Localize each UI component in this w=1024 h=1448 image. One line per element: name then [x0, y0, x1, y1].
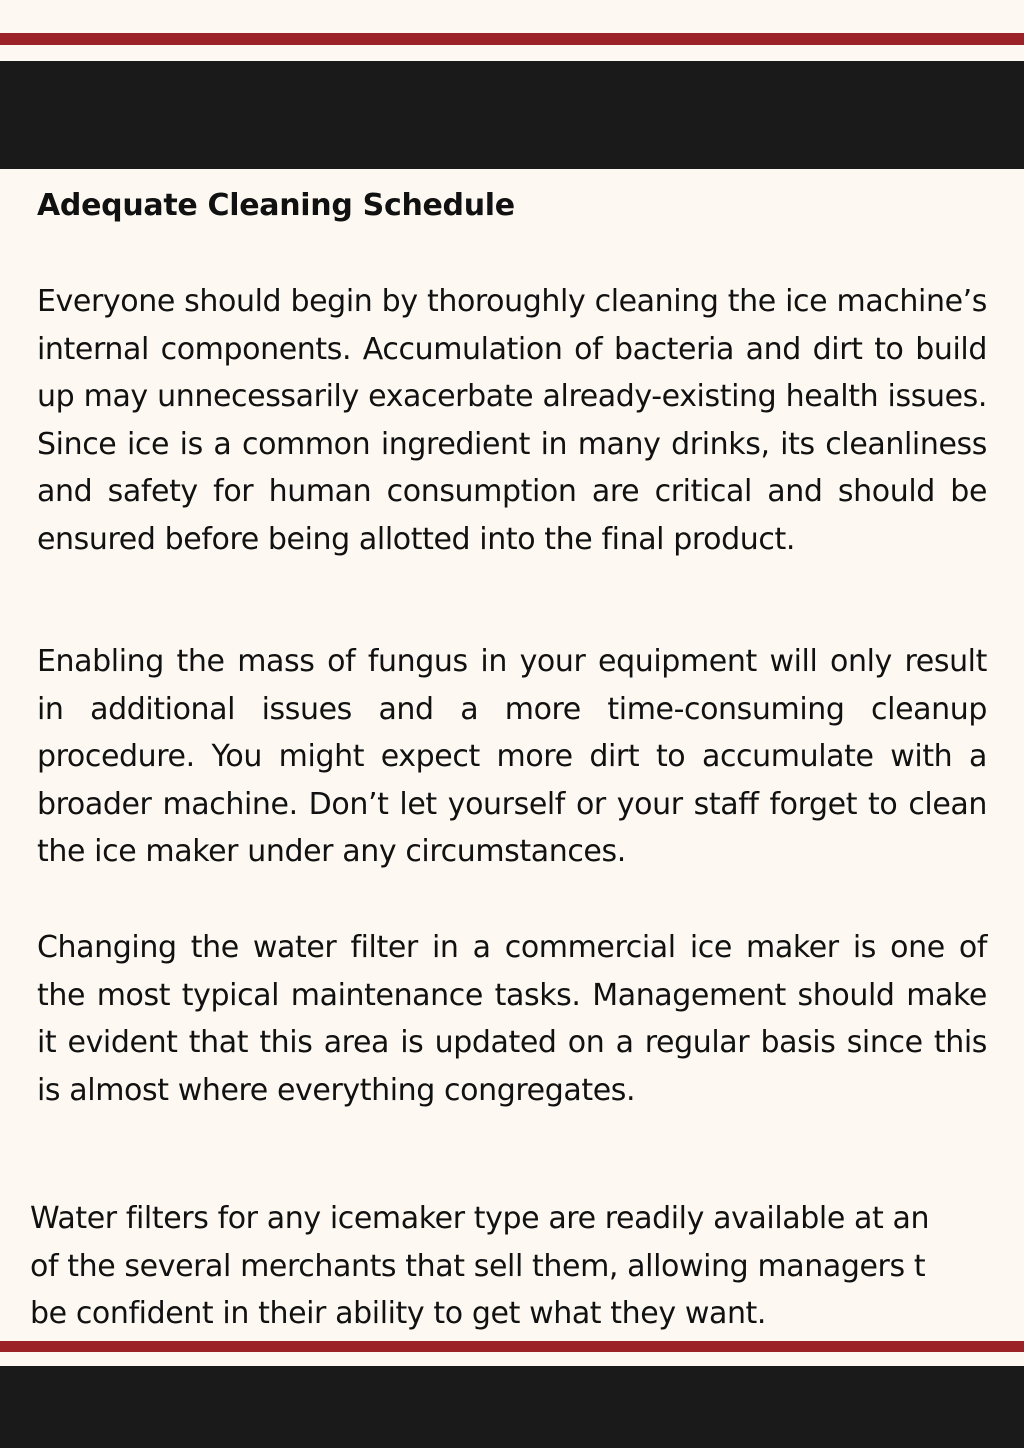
paragraph-fungus: Enabling the mass of fungus in your equipment will only result in additional issues and a more time-consuming cleanup procedure. You might expect more dirt to accumulate with a broader machine. Don’t let yourself or your staff forget to clean the ice maker under any circumstances.: [37, 644, 987, 870]
bottom-accent-stripe: [0, 1341, 1024, 1352]
paragraph-water-filter: Changing the water filter in a commercial ice maker is one of the most typical maintenance tasks. Management should make it evident that this area is updated on a regular basis since this is almost where everything congregates.: [37, 930, 987, 1108]
top-accent-stripe: [0, 33, 1024, 45]
last-paragraph-clip: [0, 1180, 1024, 1340]
paragraph-merchants-line-2: of the several merchants that sell them, allowing managers t: [30, 1248, 926, 1284]
paragraph-cleaning-intro: Everyone should begin by thoroughly cleaning the ice machine’s internal components. Accumulation of bacteria and dirt to build up may unnecessarily exacerbate already-existing health issues. Since ice is a common ingredient in many drinks, its cleanliness and safety for human consumption are critical and should be ensured before being allotted into the final product.: [37, 284, 987, 557]
paragraph-merchants-line-1: Water filters for any icemaker type are readily available at an: [30, 1201, 930, 1236]
paragraph-merchants: [30, 1195, 1024, 1338]
top-header-band: [0, 61, 1024, 169]
bottom-footer-band: [0, 1366, 1024, 1448]
paragraph-merchants-line-3: be confident in their ability to get what they want.: [30, 1296, 767, 1332]
document-heading: Adequate Cleaning Schedule: [37, 188, 515, 223]
